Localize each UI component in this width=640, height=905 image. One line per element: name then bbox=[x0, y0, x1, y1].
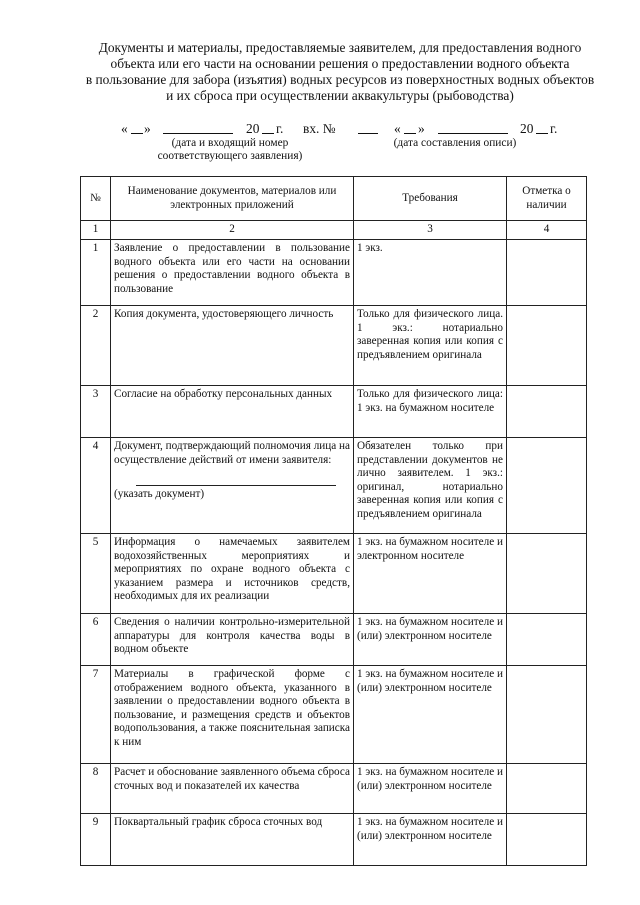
application-day-blank[interactable] bbox=[131, 121, 143, 134]
row-requirements: Только для физического лица. 1 экз.: нотариально заверенная копия или копия с предъявлением оригинала bbox=[354, 306, 507, 386]
row-presence-mark-cell[interactable] bbox=[507, 240, 587, 306]
column-number-2: 2 bbox=[111, 221, 354, 240]
application-caption-line-1: (дата и входящий номер bbox=[171, 137, 289, 149]
row-number: 5 bbox=[81, 534, 111, 614]
inventory-year-suffix: г. bbox=[550, 121, 558, 136]
header-requirements: Требования bbox=[354, 177, 507, 221]
table-row bbox=[81, 386, 587, 438]
inventory-day-blank[interactable] bbox=[404, 121, 416, 134]
inventory-date-open-quote: « bbox=[394, 121, 401, 136]
inventory-caption: (дата составления описи) bbox=[393, 137, 517, 149]
row-requirements: 1 экз. на бумажном носителе и (или) электронном носителе bbox=[354, 614, 507, 666]
header-number: № bbox=[81, 177, 111, 221]
table-header-row bbox=[81, 177, 587, 221]
column-number-3: 3 bbox=[354, 221, 507, 240]
title-line-3: в пользование для забора (изъятия) водных ресурсов из поверхностных водных объектов bbox=[85, 72, 595, 87]
row-number: 6 bbox=[81, 614, 111, 666]
row-number: 2 bbox=[81, 306, 111, 386]
header-presence-mark: Отметка о наличии bbox=[507, 177, 587, 221]
row-presence-mark-cell[interactable] bbox=[507, 666, 587, 764]
row-number: 7 bbox=[81, 666, 111, 764]
title-line-2: объекта или его части на основании решения о предоставлении водного объекта bbox=[110, 56, 570, 71]
row-number: 3 bbox=[81, 386, 111, 438]
row-requirements: 1 экз. на бумажном носителе и (или) электронном носителе bbox=[354, 814, 507, 866]
table-row bbox=[81, 306, 587, 386]
row-document-name: Расчет и обоснование заявленного объема сброса сточных вод и показателей их качества bbox=[111, 764, 354, 814]
document-title bbox=[60, 40, 620, 104]
row-requirements: 1 экз. на бумажном носителе и электронном носителе bbox=[354, 534, 507, 614]
row-document-name: Поквартальный график сброса сточных вод bbox=[111, 814, 354, 866]
table-row bbox=[81, 438, 587, 534]
documents-table bbox=[80, 176, 587, 866]
title-line-4: и их сброса при осуществлении аквакультуры (рыбоводства) bbox=[166, 88, 514, 103]
table-row bbox=[81, 614, 587, 666]
application-year-prefix: 20 bbox=[246, 121, 260, 136]
row-document-name: Материалы в графической форме с отображением водного объекта, указанного в заявлении о предоставлении водного объекта в пользование, и размещения средств и объектов водопользования, а также пояснительная записка к ним bbox=[111, 666, 354, 764]
row-requirements: Только для физического лица: 1 экз. на бумажном носителе bbox=[354, 386, 507, 438]
inventory-year-blank[interactable] bbox=[536, 121, 548, 134]
row-presence-mark-cell[interactable] bbox=[507, 614, 587, 666]
application-year-blank[interactable] bbox=[262, 121, 274, 134]
row-presence-mark-cell[interactable] bbox=[507, 764, 587, 814]
table-row bbox=[81, 240, 587, 306]
row-document-name-cell bbox=[111, 438, 354, 534]
application-caption bbox=[150, 137, 310, 163]
table-row bbox=[81, 534, 587, 614]
document-name-fill-caption: (указать документ) bbox=[114, 488, 205, 501]
row-document-name: Заявление о предоставлении в пользование водного объекта или его части на основании решения о предоставлении водного объекта в пользование bbox=[111, 240, 354, 306]
inventory-month-blank[interactable] bbox=[438, 121, 508, 134]
row-presence-mark-cell[interactable] bbox=[507, 386, 587, 438]
row-document-name: Документ, подтверждающий полномочия лица на осуществление действий от имени заявителя: bbox=[114, 440, 350, 466]
row-number: 4 bbox=[81, 438, 111, 534]
column-number-row bbox=[81, 221, 587, 240]
column-number-1: 1 bbox=[81, 221, 111, 240]
row-presence-mark-cell[interactable] bbox=[507, 814, 587, 866]
incoming-number-blank[interactable] bbox=[358, 121, 378, 134]
row-requirements: 1 экз. на бумажном носителе и (или) электронном носителе bbox=[354, 764, 507, 814]
title-line-1: Документы и материалы, предоставляемые заявителем, для предоставления водного bbox=[98, 40, 582, 55]
row-document-name: Информация о намечаемых заявителем водохозяйственных мероприятиях и мероприятиях по охране водного объекта с указанием размера и источников средств, необходимых для их реализации bbox=[111, 534, 354, 614]
application-date-open-quote: « bbox=[121, 121, 128, 136]
table-row bbox=[81, 666, 587, 764]
row-number: 8 bbox=[81, 764, 111, 814]
application-year-suffix: г. bbox=[276, 121, 284, 136]
application-date-close-quote: » bbox=[144, 121, 151, 136]
row-requirements: Обязателен только при представлении документов не лично заявителем. 1 экз.: оригинал, нотариально заверенная копия или копия с предъявлением оригинала bbox=[354, 438, 507, 534]
row-requirements: 1 экз. bbox=[354, 240, 507, 306]
application-month-blank[interactable] bbox=[163, 121, 233, 134]
row-document-name: Сведения о наличии контрольно-измерительной аппаратуры для контроля качества воды в водном объекте bbox=[111, 614, 354, 666]
row-presence-mark-cell[interactable] bbox=[507, 306, 587, 386]
row-document-name: Согласие на обработку персональных данных bbox=[111, 386, 354, 438]
table-row bbox=[81, 814, 587, 866]
incoming-number-label: вх. № bbox=[303, 121, 336, 136]
document-name-fill-line[interactable] bbox=[136, 481, 336, 486]
row-number: 1 bbox=[81, 240, 111, 306]
row-presence-mark-cell[interactable] bbox=[507, 438, 587, 534]
table-row bbox=[81, 764, 587, 814]
column-number-4: 4 bbox=[507, 221, 587, 240]
application-caption-line-2: соответствующего заявления) bbox=[157, 150, 303, 162]
inventory-year-prefix: 20 bbox=[520, 121, 534, 136]
row-requirements: 1 экз. на бумажном носителе и (или) электронном носителе bbox=[354, 666, 507, 764]
inventory-date-close-quote: » bbox=[418, 121, 425, 136]
header-document-name: Наименование документов, материалов или электронных приложений bbox=[111, 177, 354, 221]
row-number: 9 bbox=[81, 814, 111, 866]
row-presence-mark-cell[interactable] bbox=[507, 534, 587, 614]
row-document-name: Копия документа, удостоверяющего личность bbox=[111, 306, 354, 386]
